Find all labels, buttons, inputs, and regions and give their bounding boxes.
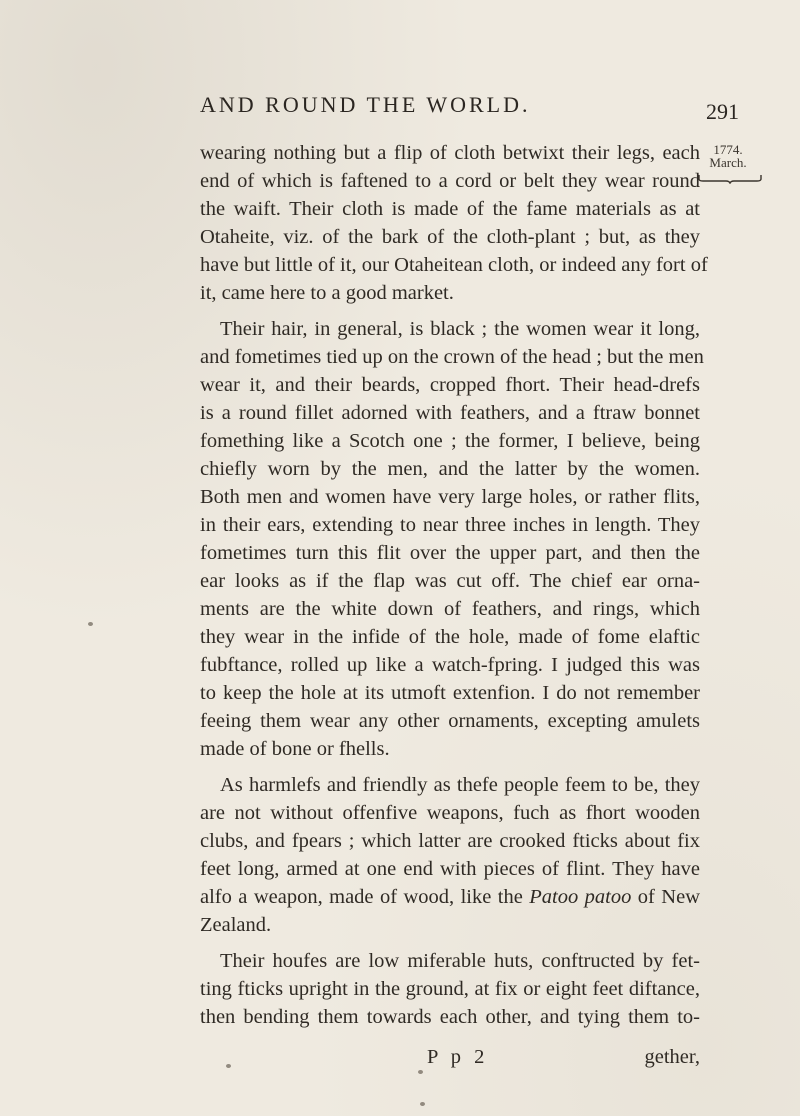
page-number: 291 bbox=[706, 99, 739, 124]
text-line: Both men and women have very large holes, or rather flits, bbox=[200, 486, 700, 508]
text-run: alfo a weapon, made of wood, like the bbox=[200, 886, 523, 908]
ink-speck bbox=[418, 1070, 423, 1074]
text-line: feet long, armed at one end with pieces of flint. They have bbox=[200, 858, 700, 880]
text-line: in their ears, extending to near three inches in length. They bbox=[200, 514, 700, 536]
ink-speck bbox=[88, 622, 93, 626]
text-line: to keep the hole at its utmoft extenfion. I do not remember bbox=[200, 682, 700, 704]
text-line: Zealand. bbox=[200, 914, 272, 936]
text-line: are not without offenfive weapons, fuch as fhort wooden bbox=[200, 802, 700, 824]
text-line: wearing nothing but a flip of cloth betwixt their legs, each bbox=[200, 142, 700, 164]
text-line: the waift. Their cloth is made of the fame materials as at bbox=[200, 198, 700, 220]
text-line: As harmlefs and friendly as thefe people feem to be, they bbox=[220, 774, 700, 796]
text-line: ting fticks upright in the ground, at fix or eight feet diftance, bbox=[200, 978, 700, 1000]
text-line: end of which is faftened to a cord or belt they wear round bbox=[200, 170, 700, 192]
text-run: of New bbox=[637, 886, 701, 908]
catchword: gether, bbox=[644, 1046, 700, 1068]
text-line: fubftance, rolled up like a watch-fpring. I judged this was bbox=[200, 654, 700, 676]
margin-note bbox=[698, 143, 758, 169]
ink-speck bbox=[226, 1064, 231, 1068]
margin-note-month: March. bbox=[709, 155, 747, 170]
margin-note-year: 1774. bbox=[713, 142, 743, 157]
signature-mark: P p 2 bbox=[427, 1046, 489, 1068]
text-line: then bending them towards each other, and tying them to- bbox=[200, 1006, 700, 1028]
text-line: and fometimes tied up on the crown of the head ; but the men bbox=[200, 346, 704, 368]
text-line: made of bone or fhells. bbox=[200, 738, 390, 760]
text-line: have but little of it, our Otaheitean cloth, or indeed any fort of bbox=[200, 254, 708, 276]
text-line: fometimes turn this flit over the upper part, and then the bbox=[200, 542, 700, 564]
text-line: they wear in the infide of the hole, made of fome elaftic bbox=[200, 626, 700, 648]
page-footer bbox=[200, 1046, 700, 1074]
text-line: feeing them wear any other ornaments, excepting amulets bbox=[200, 710, 700, 732]
italic-term: Patoo patoo bbox=[529, 886, 632, 908]
text-line: wear it, and their beards, cropped fhort. Their head-drefs bbox=[200, 374, 700, 396]
text-line: is a round fillet adorned with feathers, and a ftraw bonnet bbox=[200, 402, 700, 424]
text-line: clubs, and fpears ; which latter are crooked fticks about fix bbox=[200, 830, 700, 852]
text-line: chiefly worn by the men, and the latter by the women. bbox=[200, 458, 700, 480]
margin-brace-ornament bbox=[697, 174, 763, 184]
text-line: fomething like a Scotch one ; the former, I believe, being bbox=[200, 430, 700, 452]
text-line: Otaheite, viz. of the bark of the cloth-plant ; but, as they bbox=[200, 226, 700, 248]
text-line: ments are the white down of feathers, and rings, which bbox=[200, 598, 700, 620]
text-line: it, came here to a good market. bbox=[200, 282, 454, 304]
running-head: AND ROUND THE WORLD. bbox=[200, 92, 531, 117]
text-line bbox=[200, 883, 700, 911]
text-line: ear looks as if the flap was cut off. The chief ear orna- bbox=[200, 570, 700, 592]
text-line: Their houfes are low miferable huts, conftructed by fet- bbox=[220, 950, 700, 972]
ink-speck bbox=[420, 1102, 425, 1106]
text-line: Their hair, in general, is black ; the women wear it long, bbox=[220, 318, 700, 340]
